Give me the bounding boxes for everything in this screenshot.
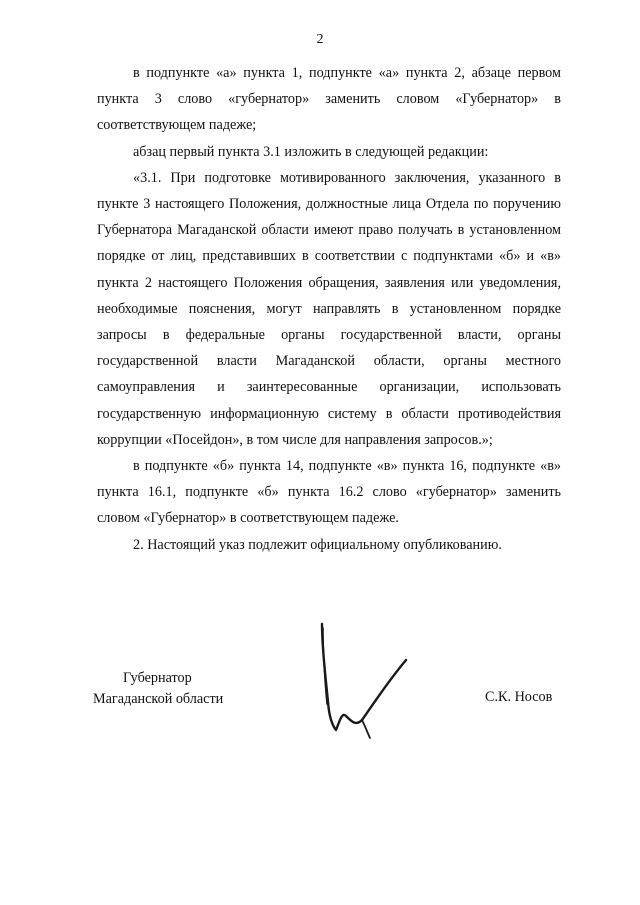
signer-name: С.К. Носов — [485, 689, 553, 705]
handwritten-signature — [310, 620, 420, 750]
document-body — [97, 60, 561, 558]
signer-position: Губернатор — [123, 670, 192, 686]
signer-title — [93, 668, 223, 710]
page-number: 2 — [316, 32, 324, 47]
paragraph-amendment-3: в подпункте «б» пункта 14, подпункте «в» пункта 16, подпункте «в» пункта 16.1, подпункте «б» пункта 16.2 слово «губернатор» заменить словом «Губернатор» в соответствующем падеже. — [97, 458, 561, 527]
signer-region: Магаданской области — [93, 691, 224, 707]
paragraph-amendment-2: абзац первый пункта 3.1 изложить в следующей редакции: — [133, 143, 489, 160]
paragraph-new-wording: «3.1. При подготовке мотивированного заключения, указанного в пункте 3 настоящего Положения, должностные лица Отдела по поручению Губернатора Магаданской области имеют право получать в установленном порядке от лиц, представивших в соответствии с подпунктами «б» и «в» пункта 2 настоящего Положения обращения, заявления или уведомления, необходимые пояснения, могут направлять в установленном порядке запросы в федеральные органы государственной власти, органы государственной власти Магаданской области, органы местного самоуправления и заинтересованные организации, использовать государственную информационную систему в области противодействия коррупции «Посейдон», в том числе для направления запросов.»; — [97, 169, 561, 448]
paragraph-publication: 2. Настоящий указ подлежит официальному опубликованию. — [133, 536, 502, 553]
paragraph-amendment-1: в подпункте «а» пункта 1, подпункте «а» пункта 2, абзаце первом пункта 3 слово «губернатор» заменить словом «Губернатор» в соответствующем падеже; — [97, 65, 561, 134]
